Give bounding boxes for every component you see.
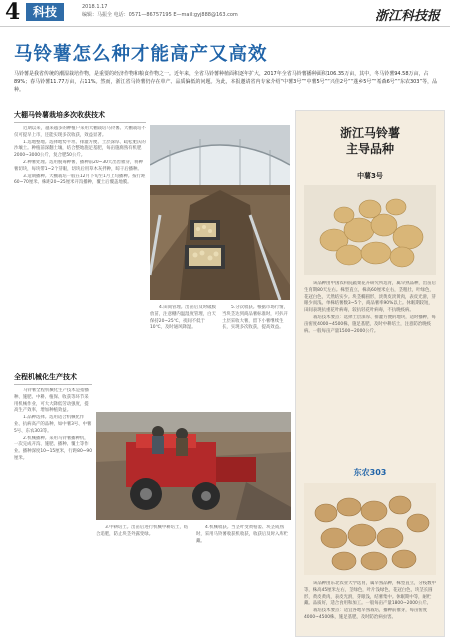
- page-header: [0, 0, 450, 27]
- sidebar-title: [296, 125, 444, 157]
- variety1-name: 中薯3号: [357, 172, 383, 180]
- tractor-photo: [96, 412, 291, 520]
- variety1-desc: 栽培技术要点：选择土层深厚、排灌方便的地块，适时播种，每亩密度4000~4500株，施足基肥，及时中耕培土，注意防治晚疫病。一般每亩产量1500~2000公斤。: [304, 314, 436, 334]
- variety2-name: 东农303: [353, 468, 387, 477]
- article-paragraph: 4.田间管理。出苗后及时破膜放苗，注意棚内温湿度管理，白天保持20~25℃，夜间不低于10℃，及时通风降湿。: [150, 305, 216, 331]
- article-mechanization-cont: [96, 525, 191, 539]
- variety1-desc: 该品种由中国农科院蔬菜花卉研究所选育，属早熟品种，出苗后生育期80天左右。株型直立，株高60厘米左右，茎粗壮，叶绿色，花冠白色，天然结实少。块茎椭圆形，淡黄皮淡黄肉，表皮光滑，芽眼少而浅。单株结薯数3~5个，商品薯率90%以上。休眠期较短，田间表现抗重花叶病毒，较抗轻花叶病毒，不抗晚疫病。: [304, 281, 436, 314]
- header-meta: [82, 3, 238, 19]
- article-paragraph: 2.机械播种。采用马铃薯播种机，一次完成开沟、施肥、播种、覆土等作业。播种深度10~15厘米，行距80~90厘米。: [14, 435, 92, 461]
- page-headline: 马铃薯怎么种才能高产又高效: [14, 44, 268, 65]
- variety2-desc: 该品种由东北农业大学选育，属早熟品种，株型直立，分枝数中等，株高45厘米左右，茎绿色，叶片浅绿色，花冠白色，块茎长圆形，黄皮黄肉，表皮光滑，芽眼浅，结薯集中。休眠期中等，耐贮藏。品质好，适合食用和加工。一般每亩产量1800~2000公斤。: [304, 581, 436, 607]
- article-paragraph: 4.机械收获。当茎叶变黄枯萎、块茎成熟时，采用马铃薯收获机收获，收获后及时入库贮藏。: [196, 525, 289, 544]
- variety1-photo: [304, 185, 436, 275]
- varieties-sidebar: [295, 110, 445, 637]
- article-paragraph: 5.分次收获。根据市场行情，当块茎达到商品薯标准时，可扒开土层采收大薯，留下小薯继续生长，实现多次收获，提高效益。: [222, 305, 288, 331]
- issue-date: 2018.1.17: [82, 4, 108, 10]
- variety2-text: [304, 581, 436, 622]
- article-greenhouse: [14, 110, 146, 187]
- article-title: 全程机械化生产技术: [14, 372, 92, 385]
- variety2-desc: 栽培技术要点：适宜各地早熟栽培，播种前催芽，每亩密度4000~4500株，施足基肥，及时防治病虫害。: [304, 608, 428, 620]
- article-greenhouse-cont: [150, 305, 218, 332]
- lead-paragraph: 马铃薯是我省传统的潮湿栽培作物，是重要的经济作物和粮食作物之一。近年来，全省马铃薯种植面积逐年扩大，2017年全省马铃薯播种面积106.35万亩，其中，冬马铃薯94.58万亩，占89%；春马铃薯11.77万亩，占11%。然而，浙江省马铃薯仍存在单产、品质偏低的问题。为此，本报邀请省内专家介绍“中薯3号”“中薯5号”“兴佳2号”“蓬乡5号”“希森6号”“东农303”等，品种。: [14, 71, 438, 93]
- variety2-photo: [304, 483, 436, 575]
- sidebar-title-line2: 主导品种: [345, 142, 394, 156]
- section-badge: 科技: [26, 3, 64, 21]
- article-mechanization: [14, 372, 92, 463]
- article-paragraph: 3.中耕培土。出苗后进行机械中耕培土，结合追肥，防止块茎外露变绿。: [96, 525, 189, 537]
- article-paragraph: 马铃薯全程机械化生产技术是指播种、施肥、中耕、植保、收获等环节采用机械作业，可大大降低劳动强度，提高生产效率，增加种植效益。: [14, 388, 89, 414]
- article-title: 大棚马铃薯栽培多次收获技术: [14, 110, 146, 123]
- variety1-text: [304, 281, 436, 335]
- article-paragraph: 2.种薯处理。选用脱毒种薯，播种前20~30天出窖催芽，将种薯切块，每块带1~2个芽眼，切块后用草木灰拌种，晾干后播种。: [14, 159, 144, 172]
- article-paragraph: 3.适期播种。大棚栽培一般在12月下旬至1月上旬播种。按行距60~70厘米、株距20~25厘米开沟播种，覆土后覆盖地膜。: [14, 173, 146, 186]
- greenhouse-photo: [150, 125, 290, 300]
- article-paragraph: 1.选地整地。选择地势平坦、排灌方便、土层深厚、疏松肥沃的沙壤土。种植前深翻土壤，结合整地施足基肥，每亩施腐熟有机肥2000~3000公斤，复合肥50公斤。: [14, 139, 146, 159]
- article-paragraph: 近期以来，越来越多的种植户采用大棚栽培马铃薯。大棚栽培不仅可提早上市，还能实现多次收获，效益显著。: [14, 126, 146, 138]
- article-mechanization-cont2: [196, 525, 291, 545]
- page-number: 4: [5, 0, 21, 25]
- article-paragraph: 1.品种选择。选用适合机械化作业、抗病高产的品种，如中薯3号、中薯5号、东农303等。: [14, 415, 92, 434]
- paper-name: 浙江科技报: [374, 9, 440, 24]
- article-greenhouse-cont2: [222, 305, 290, 332]
- editor-info: 编辑：马振全 电话：0571—86757195 E—mail:gyj888@163.com: [82, 12, 238, 18]
- sidebar-title-line1: 浙江马铃薯: [339, 126, 400, 140]
